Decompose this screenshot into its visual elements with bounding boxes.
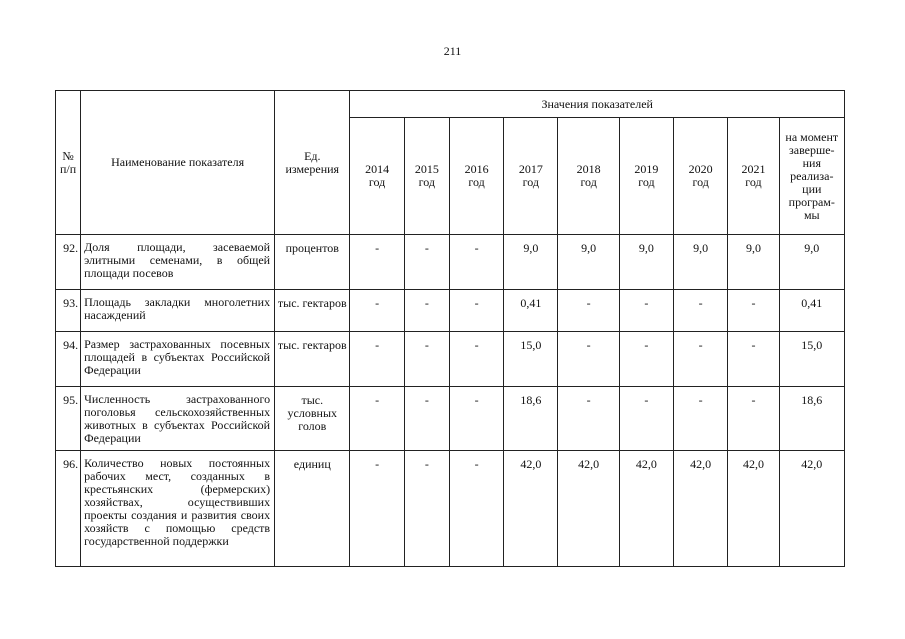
- value-cell: -: [350, 451, 404, 567]
- indicator-unit: тыс. гектаров: [275, 290, 350, 332]
- row-number: 95.: [56, 387, 81, 451]
- value-cell: -: [449, 451, 503, 567]
- value-cell: 42,0: [728, 451, 779, 567]
- col-header-num: № п/п: [56, 91, 81, 235]
- indicator-name: Площадь закладки многолетних насаждений: [81, 290, 275, 332]
- value-cell: -: [404, 451, 449, 567]
- table-row: [56, 451, 845, 567]
- indicator-name: Численность застрахованного поголовья сельскохозяйственных животных в субъектах Российской Федерации: [81, 387, 275, 451]
- value-cell: 9,0: [558, 235, 619, 290]
- value-cell: 9,0: [728, 235, 779, 290]
- indicators-table: [55, 90, 845, 567]
- table-row: [56, 235, 845, 290]
- value-cell: -: [674, 332, 728, 387]
- value-cell: 9,0: [504, 235, 558, 290]
- value-cell-final: 18,6: [779, 387, 844, 451]
- value-cell: -: [350, 387, 404, 451]
- value-cell: -: [558, 290, 619, 332]
- value-cell: -: [728, 387, 779, 451]
- col-header-year: 2017 год: [504, 118, 558, 235]
- value-cell: -: [350, 235, 404, 290]
- value-cell: -: [674, 290, 728, 332]
- col-header-year: 2021 год: [728, 118, 779, 235]
- value-cell-final: 42,0: [779, 451, 844, 567]
- value-cell: -: [449, 387, 503, 451]
- row-number: 93.: [56, 290, 81, 332]
- col-header-year: 2020 год: [674, 118, 728, 235]
- value-cell: -: [619, 332, 673, 387]
- value-cell: -: [350, 290, 404, 332]
- indicator-unit: тыс. условных голов: [275, 387, 350, 451]
- value-cell: -: [404, 235, 449, 290]
- value-cell: 15,0: [504, 332, 558, 387]
- value-cell: 18,6: [504, 387, 558, 451]
- indicator-unit: тыс. гектаров: [275, 332, 350, 387]
- value-cell: -: [728, 332, 779, 387]
- value-cell: 42,0: [674, 451, 728, 567]
- value-cell: 9,0: [674, 235, 728, 290]
- col-header-year: 2018 год: [558, 118, 619, 235]
- value-cell: -: [350, 332, 404, 387]
- col-header-values-group: Значения показателей: [350, 91, 845, 118]
- value-cell: -: [449, 332, 503, 387]
- col-header-name: Наименование показателя: [81, 91, 275, 235]
- table-row: [56, 290, 845, 332]
- col-header-year: 2014 год: [350, 118, 404, 235]
- value-cell: -: [404, 290, 449, 332]
- table-body: [56, 235, 845, 567]
- table-row: [56, 387, 845, 451]
- value-cell: -: [558, 387, 619, 451]
- indicator-name: Доля площади, засеваемой элитными семенами, в общей площади посевов: [81, 235, 275, 290]
- page-number: 211: [443, 44, 462, 58]
- table-row: [56, 332, 845, 387]
- col-header-year: 2019 год: [619, 118, 673, 235]
- row-number: 96.: [56, 451, 81, 567]
- col-header-year: 2016 год: [449, 118, 503, 235]
- indicator-name: Количество новых постоянных рабочих мест, созданных в крестьянских (фермерских) хозяйствах, осуществивших проекты создания и развития своих хозяйств с помощью средств государственной поддержки: [81, 451, 275, 567]
- value-cell: 9,0: [619, 235, 673, 290]
- row-number: 94.: [56, 332, 81, 387]
- value-cell: -: [404, 387, 449, 451]
- value-cell: -: [728, 290, 779, 332]
- value-cell-final: 9,0: [779, 235, 844, 290]
- col-header-unit: Ед. измерения: [275, 91, 350, 235]
- col-header-final: на момент заверше-ния реализа-ции програм-мы: [779, 118, 844, 235]
- value-cell: -: [558, 332, 619, 387]
- row-number: 92.: [56, 235, 81, 290]
- value-cell: -: [449, 235, 503, 290]
- value-cell-final: 0,41: [779, 290, 844, 332]
- value-cell: 0,41: [504, 290, 558, 332]
- value-cell: 42,0: [619, 451, 673, 567]
- table-header: [56, 91, 845, 235]
- indicator-unit: процентов: [275, 235, 350, 290]
- value-cell: 42,0: [558, 451, 619, 567]
- value-cell: -: [404, 332, 449, 387]
- value-cell: -: [449, 290, 503, 332]
- value-cell: -: [619, 290, 673, 332]
- value-cell: 42,0: [504, 451, 558, 567]
- value-cell: -: [674, 387, 728, 451]
- col-header-year: 2015 год: [404, 118, 449, 235]
- value-cell: -: [619, 387, 673, 451]
- value-cell-final: 15,0: [779, 332, 844, 387]
- indicator-unit: единиц: [275, 451, 350, 567]
- indicator-name: Размер застрахованных посевных площадей в субъектах Российской Федерации: [81, 332, 275, 387]
